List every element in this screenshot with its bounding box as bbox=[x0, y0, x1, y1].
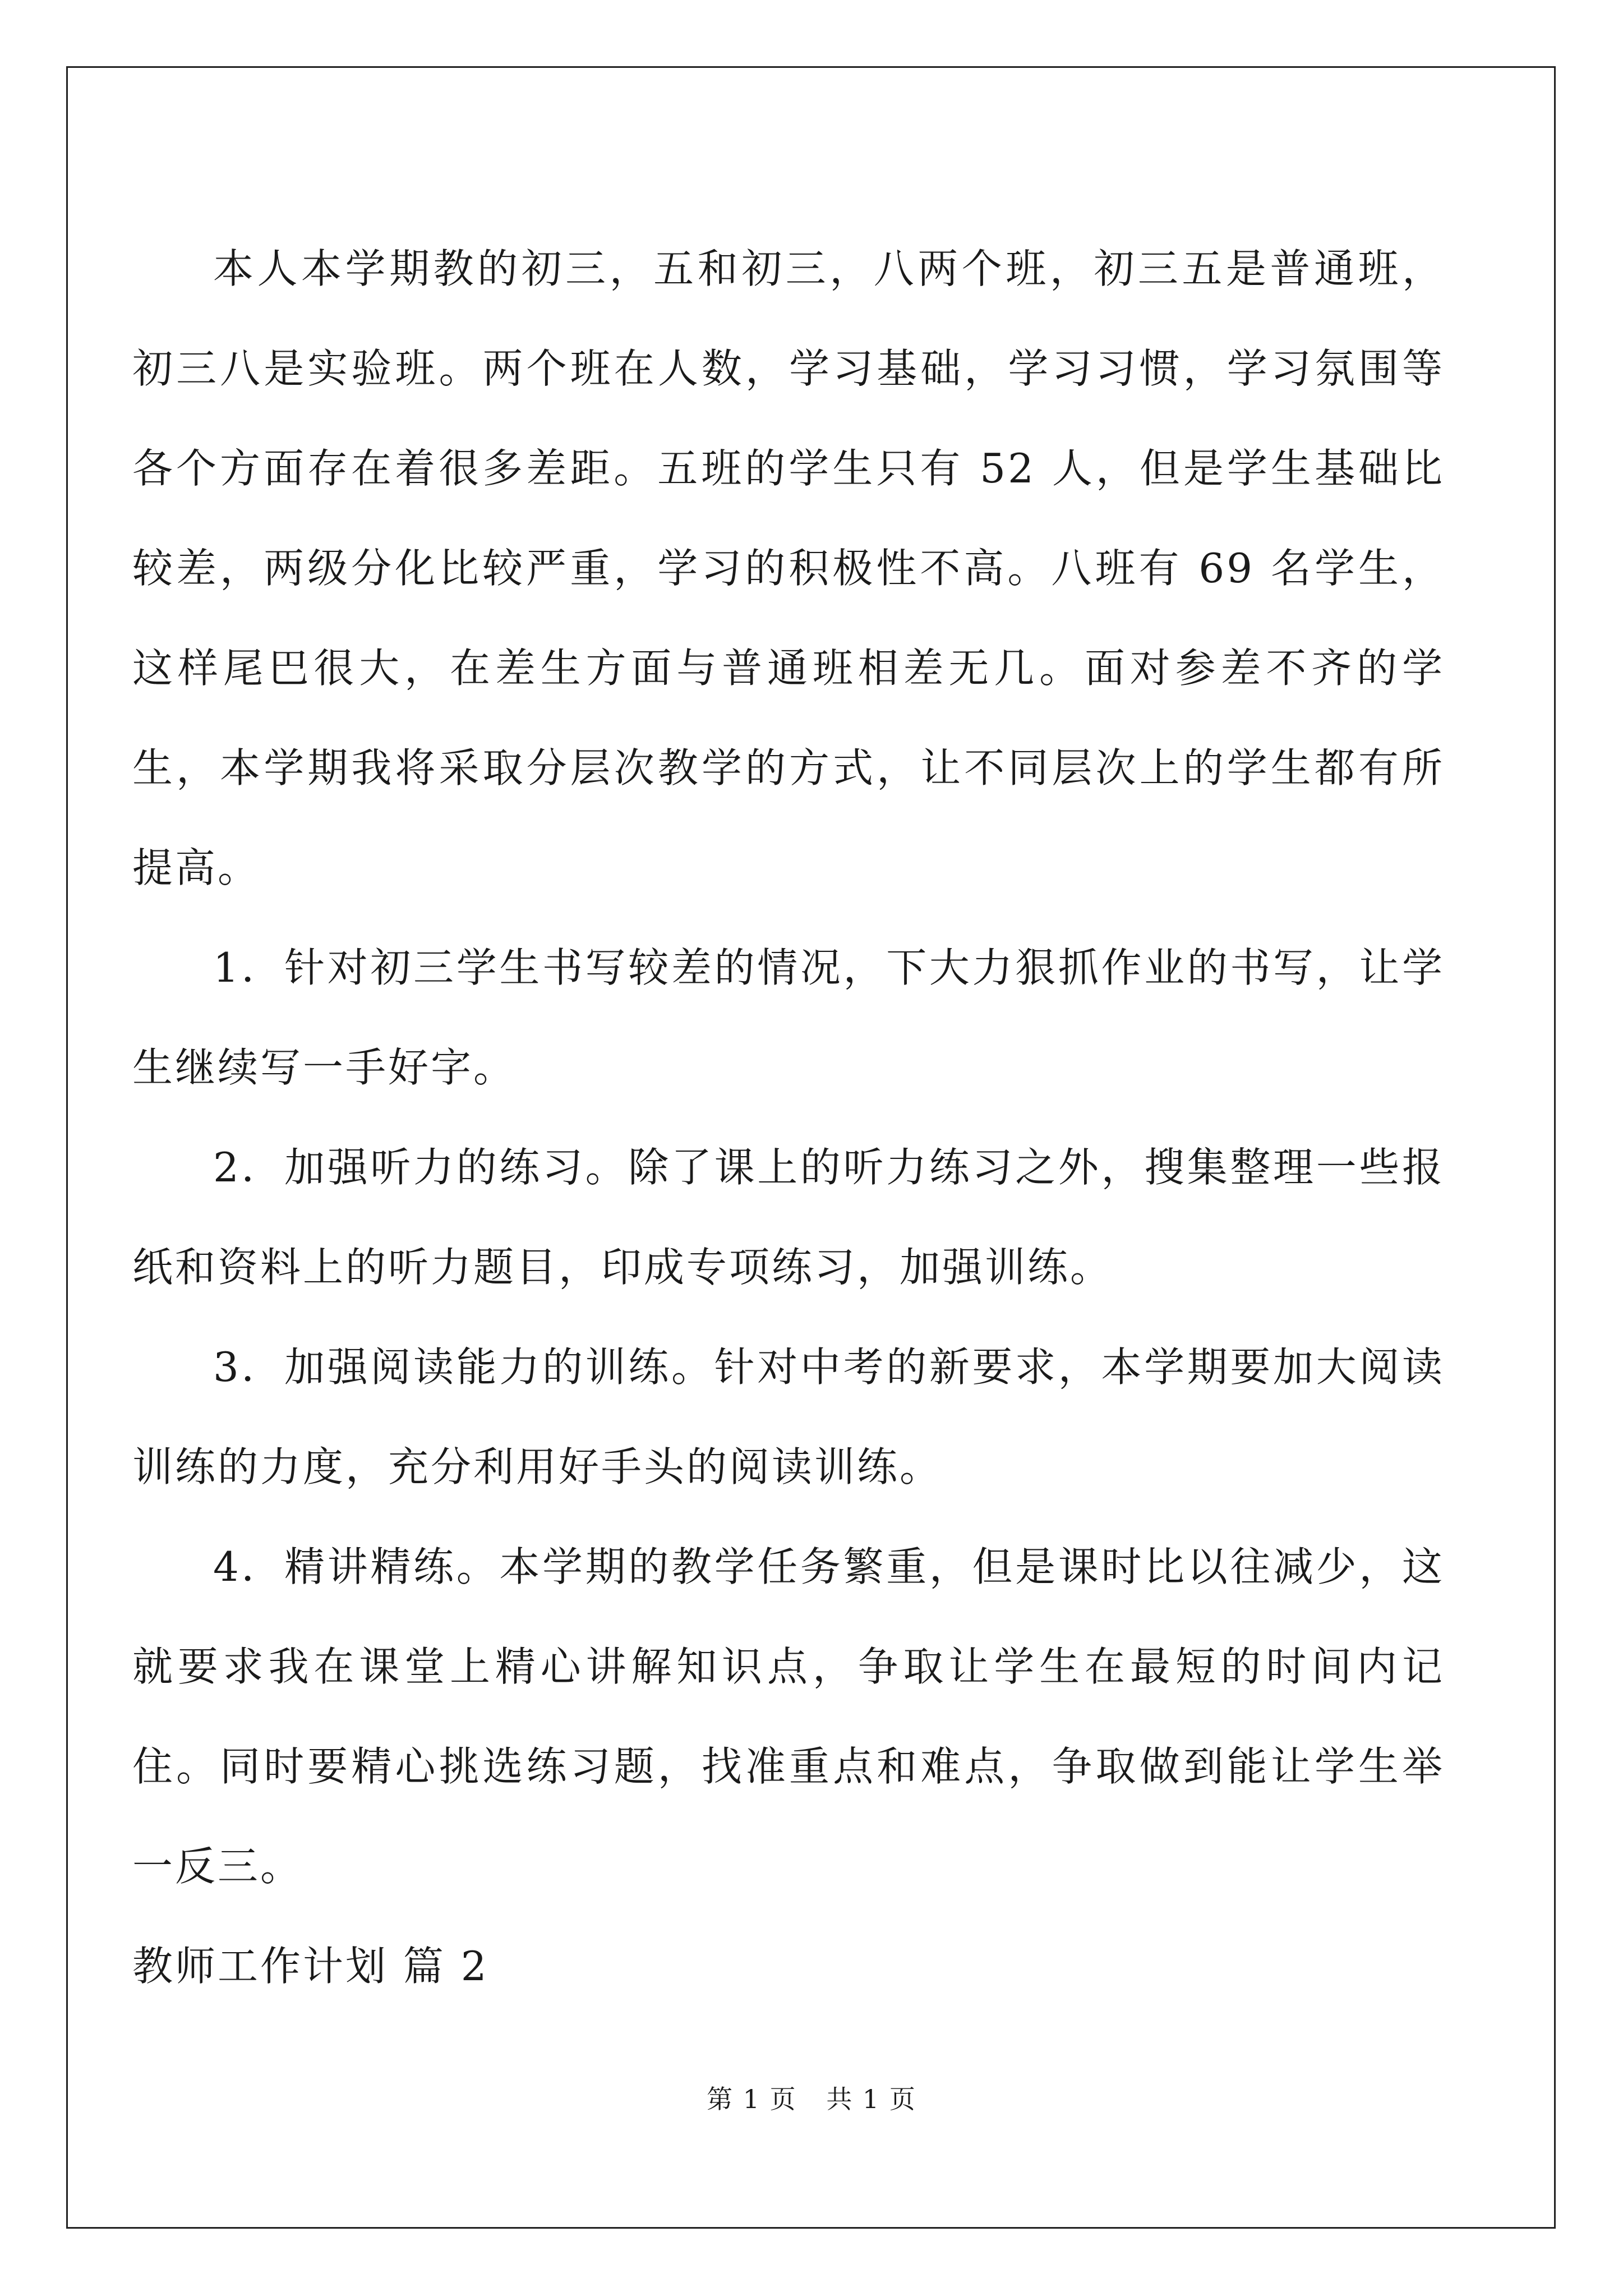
paragraph-item-3: 3．加强阅读能力的训练。针对中考的新要求，本学期要加大阅读训练的力度，充分利用好手头的阅读训练。 bbox=[132, 1343, 1445, 1490]
paragraph-item-1: 1．针对初三学生书写较差的情况，下大力狠抓作业的书写，让学生继续写一手好字。 bbox=[132, 944, 1445, 1091]
page-footer bbox=[0, 2082, 1623, 2116]
paragraph-item-4: 4．精讲精练。本学期的教学任务繁重，但是课时比以往减少，这就要求我在课堂上精心讲解知识点，争取让学生在最短的时间内记住。同时要精心挑选练习题，找准重点和难点，争取做到能让学生举一反三。 bbox=[132, 1543, 1445, 1890]
document-body bbox=[132, 219, 1445, 2016]
paragraph-item-2: 2．加强听力的练习。除了课上的听力练习之外，搜集整理一些报纸和资料上的听力题目，印成专项练习，加强训练。 bbox=[132, 1144, 1445, 1291]
section-heading: 教师工作计划 篇 2 bbox=[132, 1943, 489, 1990]
page-number-total: 共 1 页 bbox=[826, 2084, 916, 2114]
paragraph-intro: 本人本学期教的初三，五和初三，八两个班，初三五是普通班，初三八是实验班。两个班在人数，学习基础，学习习惯，学习氛围等各个方面存在着很多差距。五班的学生只有 52 人，但是学生基础比较差，两级分化比较严重，学习的积极性不高。八班有 69 名学生，这样尾巴很大，在差生方面与普通班相差无几。面对参差不齐的学生，本学期我将采取分层次教学的方式，让不同层次上的学生都有所提高。 bbox=[132, 245, 1445, 891]
page-number-current: 第 1 页 bbox=[707, 2084, 797, 2114]
